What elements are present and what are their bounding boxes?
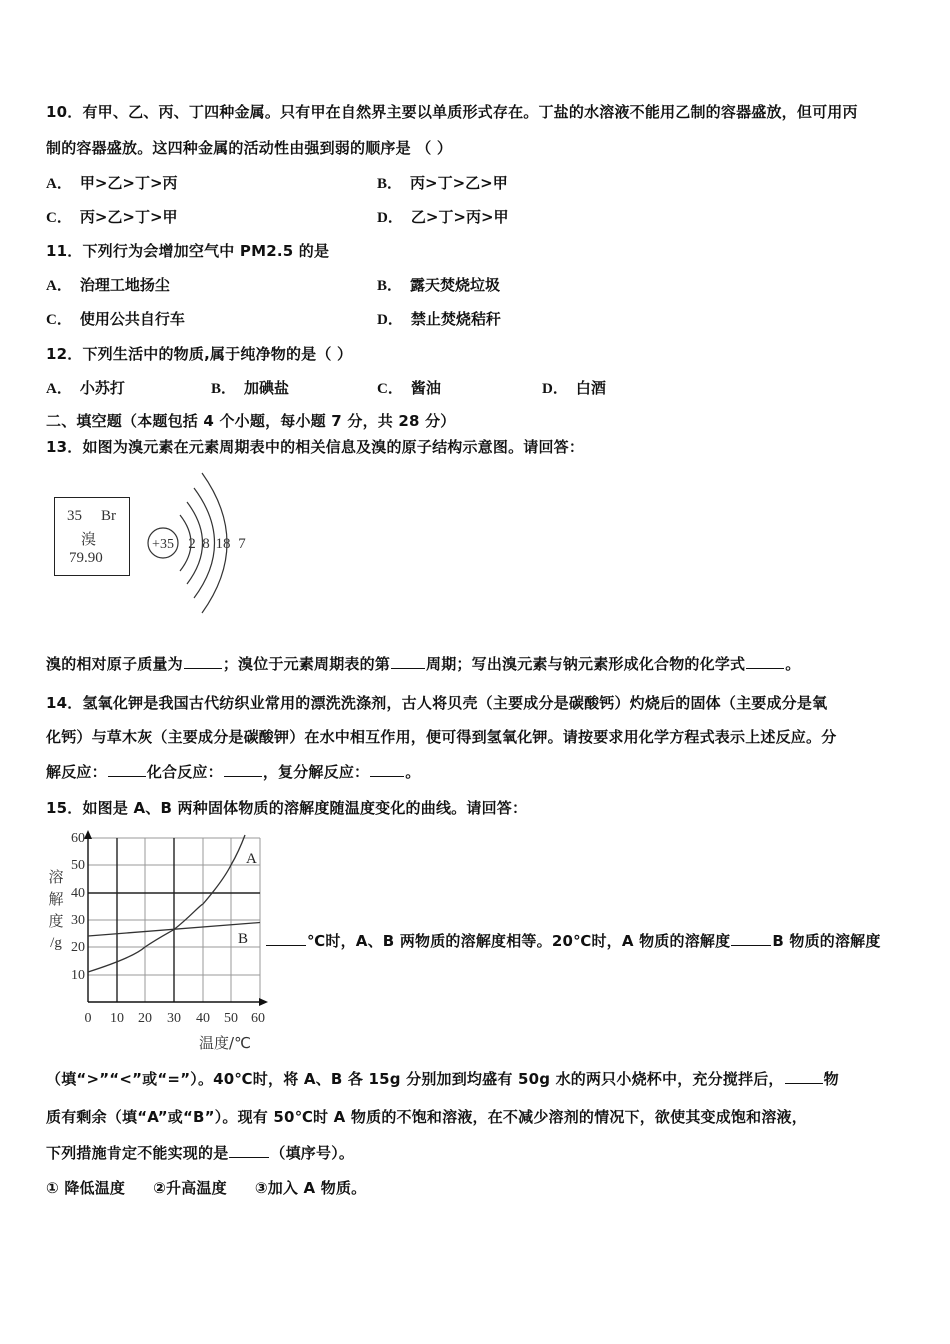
option-label: D． xyxy=(377,312,403,328)
option-label: B． xyxy=(377,176,403,192)
option-text: 白酒 xyxy=(575,379,606,397)
option-text: 丙>乙>丁>甲 xyxy=(79,208,178,226)
svg-text:溶: 溶 xyxy=(48,868,64,886)
option-label: C． xyxy=(46,210,72,226)
option-text: 丙>丁>乙>甲 xyxy=(410,174,508,192)
section-heading: 二、填空题（本题包括 4 个小题，每小题 7 分，共 28 分） xyxy=(46,412,456,430)
text-fragment: 解反应： xyxy=(46,763,107,781)
element-symbol: Br xyxy=(101,508,116,524)
x-tick-labels xyxy=(85,1011,266,1026)
y-tick-labels xyxy=(71,831,85,983)
periodic-table-cell xyxy=(54,497,130,576)
q14-stem-line3 xyxy=(46,762,420,782)
y-axis-arrow-icon xyxy=(84,830,92,839)
blank-decomposition[interactable] xyxy=(108,775,146,777)
text-fragment: 化合反应： xyxy=(146,763,223,781)
shell-count-1: 2 xyxy=(188,536,196,552)
q10-option-a[interactable] xyxy=(46,173,178,194)
blank-combination[interactable] xyxy=(224,775,262,777)
x-axis-arrow-icon xyxy=(259,998,268,1006)
q14-stem-line1: 14．氢氧化钾是我国古代纺织业常用的漂洗洗涤剂，古人将贝壳（主要成分是碳酸钙）灼烧后的固体（主要成分是氧 xyxy=(46,694,828,712)
q13-stem: 13．如图为溴元素在元素周期表中的相关信息及溴的原子结构示意图。请回答： xyxy=(46,438,585,456)
curve-a xyxy=(88,835,245,972)
q11-option-a[interactable] xyxy=(46,275,170,296)
option-text: 小苏打 xyxy=(79,379,125,397)
q12-option-d[interactable] xyxy=(542,378,606,399)
solubility-chart xyxy=(40,825,270,1055)
q10-option-b[interactable] xyxy=(377,173,508,194)
option-text: 禁止焚烧秸秆 xyxy=(410,310,501,328)
text-fragment: （填“>”“<”或“=”）。40℃时，将 A、B 各 15g 分别加到均盛有 50g 水的两只小烧杯中，充分搅拌后， xyxy=(46,1070,784,1088)
option-text: 酱油 xyxy=(410,379,441,397)
option-text: 露天焚烧垃圾 xyxy=(410,276,501,294)
text-fragment: ，复分解反应： xyxy=(262,763,370,781)
svg-text:60: 60 xyxy=(71,831,85,846)
q11-option-b[interactable] xyxy=(377,275,500,296)
q12-stem: 12．下列生活中的物质,属于纯净物的是（ ） xyxy=(46,345,353,363)
shell-count-3: 18 xyxy=(215,536,231,552)
svg-text:/g: /g xyxy=(50,935,62,951)
svg-text:解: 解 xyxy=(48,890,64,908)
option-text: 乙>丁>丙>甲 xyxy=(410,208,509,226)
svg-text:30: 30 xyxy=(71,913,85,928)
option-label: B． xyxy=(211,381,237,397)
option-label: A． xyxy=(46,176,72,192)
blank-compare[interactable] xyxy=(731,944,771,946)
option-text: 使用公共自行车 xyxy=(79,310,185,328)
q15-line4 xyxy=(46,1143,354,1163)
measure-2: ②升高温度 xyxy=(153,1179,227,1197)
option-label: A． xyxy=(46,381,72,397)
q13-answer-line xyxy=(46,654,800,674)
measure-1: ① 降低温度 xyxy=(46,1179,126,1197)
text-fragment: 。 xyxy=(405,763,421,781)
text-fragment: 物 xyxy=(823,1070,839,1088)
text-fragment: 周期；写出溴元素与钠元素形成化合物的化学式 xyxy=(426,655,746,673)
q15-measures xyxy=(46,1178,366,1198)
nucleus-charge: +35 xyxy=(152,537,174,552)
q12-option-a[interactable] xyxy=(46,378,125,399)
measure-3: ③加入 A 物质。 xyxy=(254,1179,367,1197)
x-axis-label: 温度/℃ xyxy=(199,1034,251,1052)
text-fragment: ；溴位于元素周期表的第 xyxy=(222,655,391,673)
q11-option-d[interactable] xyxy=(377,309,501,330)
option-label: C． xyxy=(46,312,72,328)
atom-structure-diagram xyxy=(140,470,260,620)
atomic-number: 35 xyxy=(67,508,82,524)
option-text: 加碘盐 xyxy=(244,379,290,397)
blank-formula[interactable] xyxy=(746,667,784,669)
blank-remaining-substance[interactable] xyxy=(785,1082,823,1084)
blank-measure-number[interactable] xyxy=(229,1156,269,1158)
q15-stem: 15．如图是 A、B 两种固体物质的溶解度随温度变化的曲线。请回答： xyxy=(46,799,528,817)
svg-text:60: 60 xyxy=(251,1011,265,1026)
svg-text:30: 30 xyxy=(167,1011,181,1026)
text-fragment: 下列措施肯定不能实现的是 xyxy=(46,1144,229,1162)
svg-text:10: 10 xyxy=(71,968,85,983)
shell-count-4: 7 xyxy=(238,536,246,552)
blank-period[interactable] xyxy=(391,667,425,669)
text-fragment: ℃时，A、B 两物质的溶解度相等。20℃时，A 物质的溶解度 xyxy=(307,932,731,950)
svg-text:20: 20 xyxy=(71,940,85,955)
q11-stem: 11．下列行为会增加空气中 PM2.5 的是 xyxy=(46,242,330,260)
q10-stem-line1: 10．有甲、乙、丙、丁四种金属。只有甲在自然界主要以单质形式存在。丁盐的水溶液不能用乙制的容器盛放，但可用丙 xyxy=(46,103,858,121)
svg-text:40: 40 xyxy=(71,886,85,901)
option-text: 甲>乙>丁>丙 xyxy=(79,174,178,192)
blank-double-displacement[interactable] xyxy=(370,775,404,777)
svg-text:度: 度 xyxy=(48,912,64,930)
element-name: 溴 xyxy=(81,530,97,548)
svg-text:40: 40 xyxy=(196,1011,210,1026)
q10-option-d[interactable] xyxy=(377,207,509,228)
q11-option-c[interactable] xyxy=(46,309,185,330)
option-label: D． xyxy=(542,381,568,397)
svg-text:50: 50 xyxy=(71,858,85,873)
svg-text:20: 20 xyxy=(138,1011,152,1026)
text-fragment: 溴的相对原子质量为 xyxy=(46,655,183,673)
option-text: 治理工地扬尘 xyxy=(79,276,170,294)
option-label: C． xyxy=(377,381,403,397)
q10-stem-line2: 制的容器盛放。这四种金属的活动性由强到弱的顺序是 （ ） xyxy=(46,139,453,157)
y-axis-label xyxy=(48,868,63,951)
svg-text:10: 10 xyxy=(110,1011,124,1026)
curve-b-label: B xyxy=(238,931,249,947)
curve-a-label: A xyxy=(246,851,257,867)
q12-option-c[interactable] xyxy=(377,378,441,399)
q15-line3: 质有剩余（填“A”或“B”）。现有 50℃时 A 物质的不饱和溶液，在不减少溶剂的情况下，欲使其变成饱和溶液， xyxy=(46,1108,807,1126)
q10-option-c[interactable] xyxy=(46,207,178,228)
blank-equal-temp[interactable] xyxy=(266,944,306,946)
option-label: D． xyxy=(377,210,403,226)
text-fragment: 。 xyxy=(785,655,801,673)
svg-text:0: 0 xyxy=(84,1011,92,1026)
svg-text:50: 50 xyxy=(224,1011,238,1026)
text-fragment: （填序号）。 xyxy=(270,1144,355,1162)
option-label: B． xyxy=(377,278,403,294)
blank-atomic-mass[interactable] xyxy=(184,667,222,669)
q14-stem-line2: 化钙）与草木灰（主要成分是碳酸钾）在水中相互作用，便可得到氢氧化钾。请按要求用化学方程式表示上述反应。分 xyxy=(46,728,837,746)
option-label: A． xyxy=(46,278,72,294)
q15-line-right xyxy=(265,931,881,951)
shell-count-2: 8 xyxy=(202,536,210,552)
atomic-mass: 79.90 xyxy=(69,550,103,566)
q15-line2 xyxy=(46,1069,839,1089)
q12-option-b[interactable] xyxy=(211,378,289,399)
text-fragment: B 物质的溶解度 xyxy=(772,932,881,950)
